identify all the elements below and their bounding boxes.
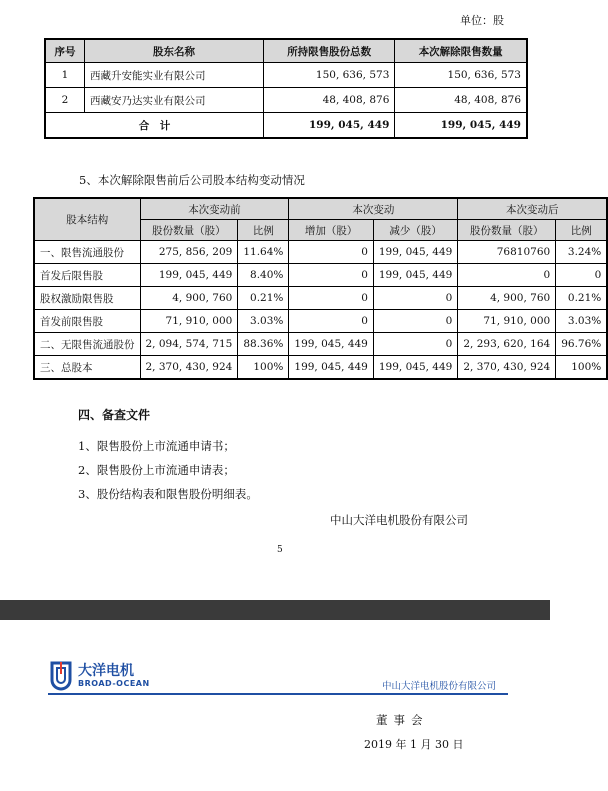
table-row bbox=[34, 356, 607, 380]
sub-decrease: 减少（股） bbox=[373, 220, 457, 241]
reference-item-1: 1、限售股份上市流通申请书； bbox=[78, 439, 235, 453]
cell-value: 3.03% bbox=[556, 310, 608, 333]
cell-label: 股权激励限售股 bbox=[34, 287, 140, 310]
header-structure: 股本结构 bbox=[34, 198, 140, 241]
cell-value: 76810760 bbox=[458, 241, 556, 264]
board-signature: 董事会 bbox=[376, 713, 429, 727]
cell-release-sum: 199, 045, 449 bbox=[395, 113, 527, 139]
document-page-2 bbox=[0, 620, 550, 791]
table-row bbox=[45, 63, 527, 88]
header-change: 本次变动 bbox=[289, 198, 458, 220]
cell-value: 199, 045, 449 bbox=[373, 264, 457, 287]
cell-value: 199, 045, 449 bbox=[373, 356, 457, 380]
cell-value: 0 bbox=[289, 241, 373, 264]
sub-ratio-before: 比例 bbox=[238, 220, 289, 241]
cell-value: 0 bbox=[373, 287, 457, 310]
cell-value: 0 bbox=[373, 333, 457, 356]
cell-label: 一、限售流通股份 bbox=[34, 241, 140, 264]
page-number: 5 bbox=[277, 545, 283, 555]
section-4-title: 四、备查文件 bbox=[78, 408, 151, 422]
cell-value: 0 bbox=[458, 264, 556, 287]
cell-value: 88.36% bbox=[238, 333, 289, 356]
table-row bbox=[34, 241, 607, 264]
cell-shareholder: 西藏安乃达实业有限公司 bbox=[85, 88, 264, 113]
cell-value: 100% bbox=[238, 356, 289, 380]
table-row bbox=[34, 287, 607, 310]
cell-value: 3.03% bbox=[238, 310, 289, 333]
share-structure-table bbox=[33, 197, 608, 380]
header-total-restricted: 所持限售股份总数 bbox=[264, 39, 395, 63]
cell-index: 2 bbox=[45, 88, 85, 113]
header-after: 本次变动后 bbox=[458, 198, 607, 220]
cell-value: 2, 293, 620, 164 bbox=[458, 333, 556, 356]
table-header-row bbox=[45, 39, 527, 63]
cell-label: 三、总股本 bbox=[34, 356, 140, 380]
cell-value: 199, 045, 449 bbox=[289, 356, 373, 380]
cell-index: 1 bbox=[45, 63, 85, 88]
cell-value: 2, 094, 574, 715 bbox=[140, 333, 238, 356]
sub-shares-after: 股份数量（股） bbox=[458, 220, 556, 241]
cell-total: 150, 636, 573 bbox=[264, 63, 395, 88]
cell-value: 0 bbox=[556, 264, 608, 287]
cell-value: 3.24% bbox=[556, 241, 608, 264]
header-index: 序号 bbox=[45, 39, 85, 63]
cell-value: 96.76% bbox=[556, 333, 608, 356]
cell-value: 0 bbox=[373, 310, 457, 333]
header-divider bbox=[48, 693, 508, 695]
reference-item-3: 3、股份结构表和限售股份明细表。 bbox=[78, 487, 258, 501]
logo-mark-icon bbox=[48, 660, 74, 690]
company-signature: 中山大洋电机股份有限公司 bbox=[330, 513, 468, 527]
cell-value: 71, 910, 000 bbox=[458, 310, 556, 333]
announcement-date: 2019 年 1 月 30 日 bbox=[364, 738, 464, 751]
cell-value: 0.21% bbox=[556, 287, 608, 310]
sub-shares-before: 股份数量（股） bbox=[140, 220, 238, 241]
cell-value: 4, 900, 760 bbox=[458, 287, 556, 310]
header-before: 本次变动前 bbox=[140, 198, 289, 220]
cell-value: 0.21% bbox=[238, 287, 289, 310]
table-row bbox=[45, 88, 527, 113]
header-release-amount: 本次解除限售数量 bbox=[395, 39, 527, 63]
table-row bbox=[34, 310, 607, 333]
cell-value: 199, 045, 449 bbox=[373, 241, 457, 264]
cell-value: 275, 856, 209 bbox=[140, 241, 238, 264]
table-row bbox=[34, 264, 607, 287]
cell-total: 48, 408, 876 bbox=[264, 88, 395, 113]
shareholder-table bbox=[44, 38, 528, 139]
cell-value: 100% bbox=[556, 356, 608, 380]
cell-value: 0 bbox=[289, 310, 373, 333]
cell-label: 首发前限售股 bbox=[34, 310, 140, 333]
section-5-title: 5、本次解除限售前后公司股本结构变动情况 bbox=[79, 173, 305, 187]
cell-total-label: 合 计 bbox=[45, 113, 264, 139]
cell-label: 首发后限售股 bbox=[34, 264, 140, 287]
unit-label: 单位：股 bbox=[460, 14, 504, 27]
cell-value: 8.40% bbox=[238, 264, 289, 287]
header-shareholder: 股东名称 bbox=[85, 39, 264, 63]
cell-value: 0 bbox=[289, 287, 373, 310]
header-company-name: 中山大洋电机股份有限公司 bbox=[382, 681, 497, 692]
cell-total-sum: 199, 045, 449 bbox=[264, 113, 395, 139]
table-total-row bbox=[45, 113, 527, 139]
table-row bbox=[34, 333, 607, 356]
sub-increase: 增加（股） bbox=[289, 220, 373, 241]
cell-value: 71, 910, 000 bbox=[140, 310, 238, 333]
company-logo bbox=[48, 660, 158, 692]
logo-text-en: BROAD-OCEAN bbox=[78, 679, 150, 688]
cell-value: 4, 900, 760 bbox=[140, 287, 238, 310]
logo-text-cn: 大洋电机 bbox=[78, 663, 134, 679]
cell-label: 二、无限售流通股份 bbox=[34, 333, 140, 356]
cell-value: 0 bbox=[289, 264, 373, 287]
cell-value: 11.64% bbox=[238, 241, 289, 264]
cell-release: 48, 408, 876 bbox=[395, 88, 527, 113]
cell-value: 2, 370, 430, 924 bbox=[458, 356, 556, 380]
cell-value: 2, 370, 430, 924 bbox=[140, 356, 238, 380]
cell-shareholder: 西藏升安能实业有限公司 bbox=[85, 63, 264, 88]
sub-ratio-after: 比例 bbox=[556, 220, 608, 241]
cell-value: 199, 045, 449 bbox=[140, 264, 238, 287]
cell-release: 150, 636, 573 bbox=[395, 63, 527, 88]
table-header-row bbox=[34, 198, 607, 220]
page-separator bbox=[0, 600, 550, 620]
cell-value: 199, 045, 449 bbox=[289, 333, 373, 356]
reference-item-2: 2、限售股份上市流通申请表； bbox=[78, 463, 235, 477]
